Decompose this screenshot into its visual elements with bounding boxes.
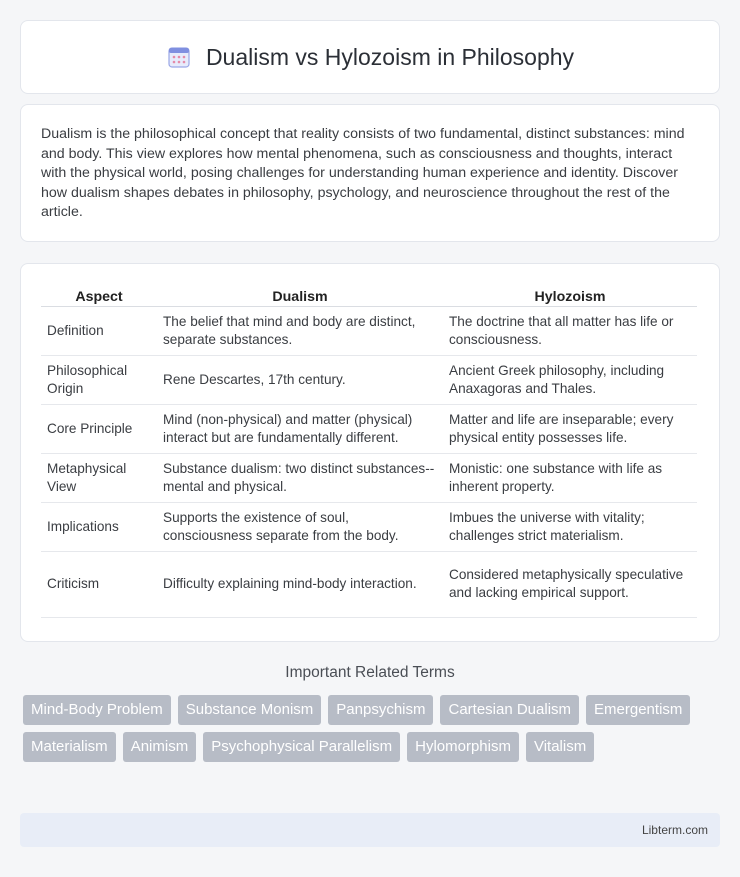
row-dualism: Supports the existence of soul, consciousness separate from the body. — [157, 502, 443, 551]
page-title: Dualism vs Hylozoism in Philosophy — [205, 43, 575, 70]
row-hylozoism: Monistic: one substance with life as inherent property. — [443, 453, 697, 502]
row-aspect: Metaphysical View — [41, 453, 157, 502]
header-dualism: Dualism — [157, 284, 443, 306]
related-term-tag[interactable]: Mind-Body Problem — [23, 695, 171, 725]
comparison-table — [41, 284, 697, 618]
header-aspect: Aspect — [41, 284, 157, 306]
table-header-row — [41, 284, 697, 306]
intro-card — [20, 104, 720, 242]
intro-text: Dualism is the philosophical concept that reality consists of two fundamental, distinct substances: mind and body. This view explores how mental phenomena, such as consciousness and thoughts, interact with the physical world, posing challenges for understanding human experience and identity. Discover how dualism shapes debates in philosophy, psychology, and neuroscience throughout the rest of the article. — [41, 126, 685, 221]
related-term-tag[interactable]: Substance Monism — [178, 695, 322, 725]
row-dualism: Mind (non-physical) and matter (physical) interact but are fundamentally different. — [157, 404, 443, 453]
related-term-tag[interactable]: Emergentism — [586, 695, 690, 725]
related-term-tag[interactable]: Vitalism — [526, 732, 594, 762]
table-row — [41, 404, 697, 453]
related-term-tag[interactable]: Psychophysical Parallelism — [203, 732, 400, 762]
row-aspect: Definition — [41, 306, 157, 355]
row-dualism: Rene Descartes, 17th century. — [157, 355, 443, 404]
row-dualism: Difficulty explaining mind-body interaction. — [157, 551, 443, 617]
related-term-tag[interactable]: Animism — [123, 732, 197, 762]
row-aspect: Implications — [41, 502, 157, 551]
related-terms-list — [23, 695, 723, 762]
related-term-tag[interactable]: Panpsychism — [328, 695, 433, 725]
footer-site-link[interactable]: Libterm.com — [641, 823, 708, 837]
table-row — [41, 551, 697, 617]
row-hylozoism: Ancient Greek philosophy, including Anaxagoras and Thales. — [443, 355, 697, 404]
header-card — [20, 20, 720, 94]
related-term-tag[interactable]: Hylomorphism — [407, 732, 519, 762]
row-aspect: Philosophical Origin — [41, 355, 157, 404]
row-hylozoism: Matter and life are inseparable; every physical entity possesses life. — [443, 404, 697, 453]
related-term-tag[interactable]: Materialism — [23, 732, 116, 762]
title-wrap — [166, 44, 574, 71]
row-dualism: The belief that mind and body are distinct, separate substances. — [157, 306, 443, 355]
related-terms-title: Important Related Terms — [285, 664, 455, 681]
calendar-icon — [166, 44, 192, 70]
row-hylozoism: The doctrine that all matter has life or consciousness. — [443, 306, 697, 355]
row-hylozoism: Imbues the universe with vitality; challenges strict materialism. — [443, 502, 697, 551]
header-hylozoism: Hylozoism — [443, 284, 697, 306]
row-dualism: Substance dualism: two distinct substances--mental and physical. — [157, 453, 443, 502]
table-row — [41, 355, 697, 404]
row-hylozoism: Considered metaphysically speculative and lacking empirical support. — [443, 551, 697, 617]
table-row — [41, 502, 697, 551]
comparison-table-card — [20, 263, 720, 642]
footer — [20, 813, 720, 847]
table-row — [41, 306, 697, 355]
table-row — [41, 453, 697, 502]
row-aspect: Core Principle — [41, 404, 157, 453]
related-term-tag[interactable]: Cartesian Dualism — [440, 695, 579, 725]
row-aspect: Criticism — [41, 551, 157, 617]
